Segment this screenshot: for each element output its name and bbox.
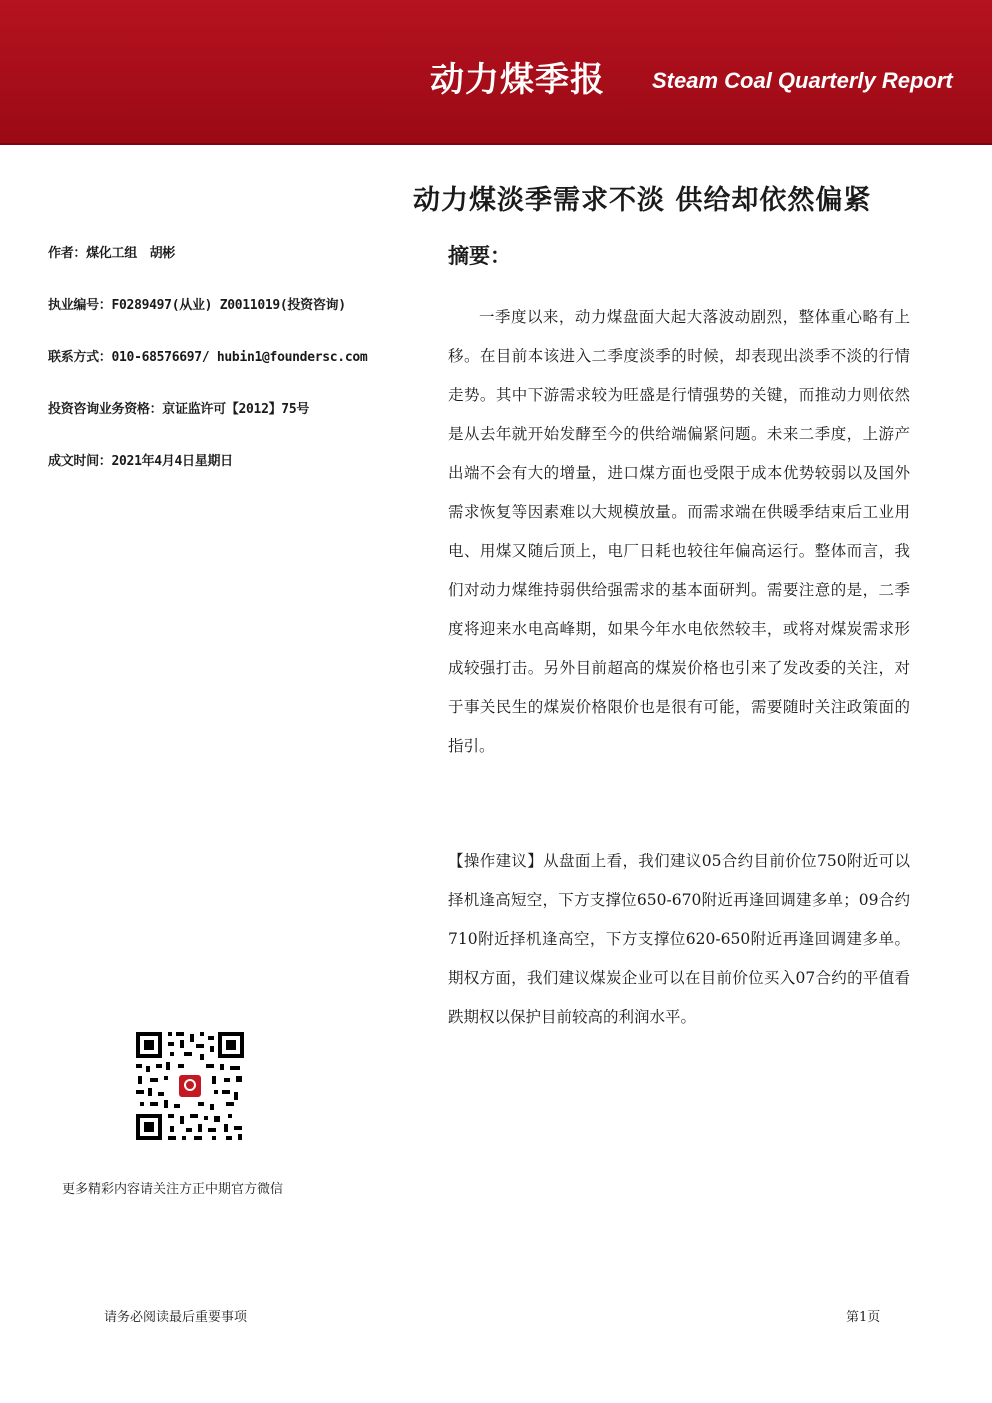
qualification-line: 投资咨询业务资格：京证监许可【2012】75号 [48, 402, 310, 417]
report-headline: 动力煤淡季需求不淡 供给却依然偏紧 [413, 185, 872, 216]
report-series-title-cn: 动力煤季报 [430, 60, 605, 100]
header-banner [0, 0, 992, 143]
trading-advice-paragraph: 【操作建议】从盘面上看，我们建议05合约目前价位750附近可以择机逢高短空，下方支撑位650-670附近再逢回调建多单；09合约710附近择机逢高空，下方支撑位620-650附近再逢回调建多单。期权方面，我们建议煤炭企业可以在目前价位买入07合约的平值看跌期权以保护目前较高的利润水平。 [448, 852, 910, 1026]
qr-caption: 更多精彩内容请关注方正中期官方微信 [62, 1182, 284, 1197]
abstract-paragraph: 一季度以来，动力煤盘面大起大落波动剧烈，整体重心略有上移。在目前本该进入二季度淡季的时候，却表现出淡季不淡的行情走势。其中下游需求较为旺盛是行情强势的关键，而推动力则依然是从去年就开始发酵至今的供给端偏紧问题。未来二季度，上游产出端不会有大的增量，进口煤方面也受限于成本优势较弱以及国外需求恢复等因素难以大规模放量。而需求端在供暖季结束后工业用电、用煤又随后顶上，电厂日耗也较往年偏高运行。整体而言，我们对动力煤维持弱供给强需求的基本面研判。需要注意的是，二季度将迎来水电高峰期，如果今年水电依然较丰，或将对煤炭需求形成较强打击。另外目前超高的煤炭价格也引来了发改委的关注，对于事关民生的煤炭价格限价也是很有可能，需要随时关注政策面的指引。 [448, 308, 910, 755]
page-number: 第1页 [846, 1310, 881, 1325]
header-divider [0, 143, 992, 145]
author-info [48, 243, 408, 503]
footer-notice: 请务必阅读最后重要事项 [104, 1310, 248, 1325]
license-line: 执业编号：F0289497(从业) Z0011019(投资咨询) [48, 298, 346, 313]
wechat-qr-code-icon [134, 1030, 246, 1142]
date-line: 成文时间：2021年4月4日星期日 [48, 454, 233, 469]
abstract-title: 摘要： [448, 244, 511, 268]
report-series-title-en: Steam Coal Quarterly Report [652, 68, 953, 93]
author-line: 作者：煤化工组 胡彬 [48, 246, 176, 261]
contact-line: 联系方式：010-68576697/ hubin1@foundersc.com [48, 350, 368, 365]
